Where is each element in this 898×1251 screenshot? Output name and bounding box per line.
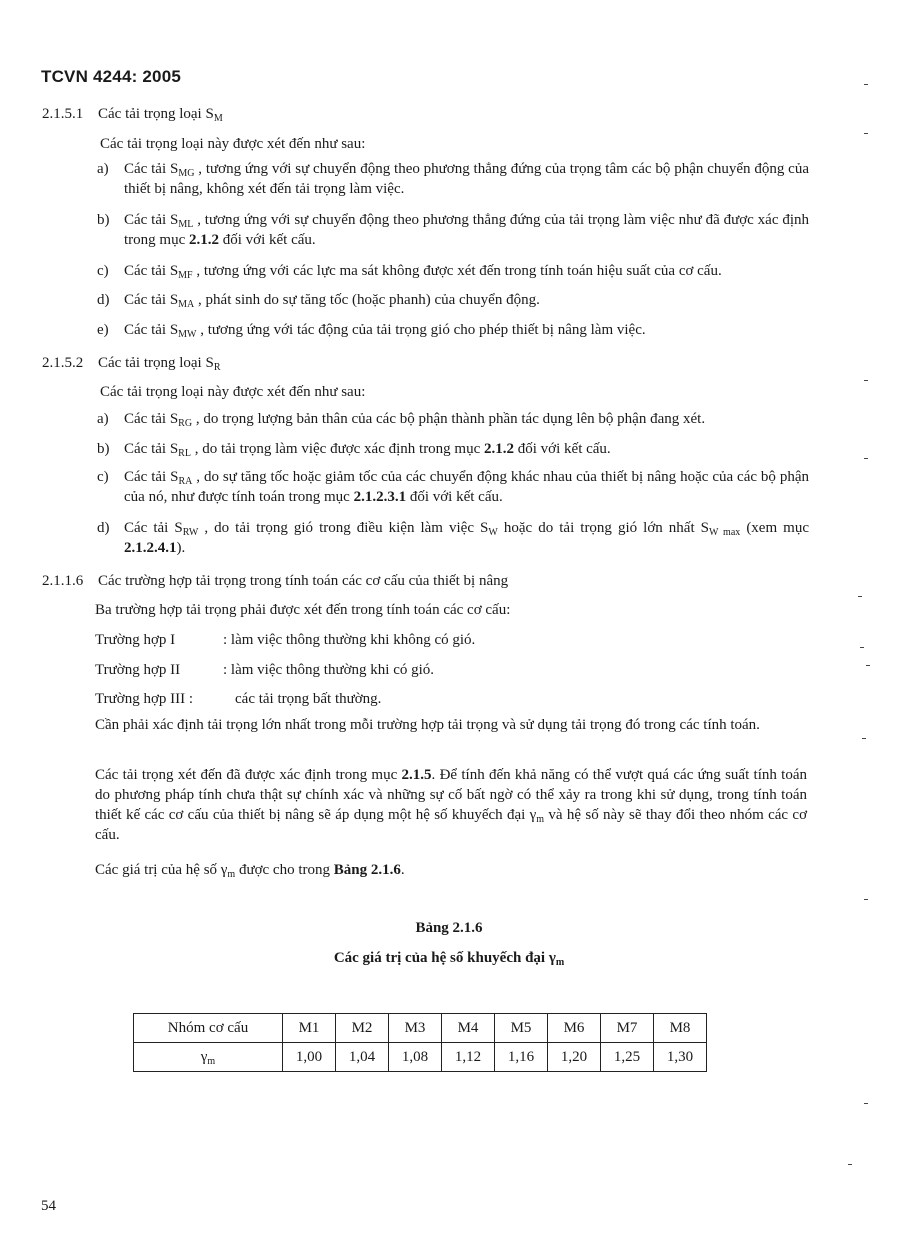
scan-mark bbox=[864, 1103, 868, 1104]
value-cell: 1,30 bbox=[654, 1043, 707, 1072]
scan-mark bbox=[864, 380, 868, 381]
group-cell: M2 bbox=[336, 1014, 389, 1043]
scan-mark bbox=[864, 133, 868, 134]
list-item-2152-c: c) Các tải $S_{RA}$ , do sự tăng tốc hoặc giảm tốc của các chuyển động khác nhau của thiết bị nâng hoặc của các bộ phận của nó, như được tính toán trong mục 2.1.2.3.1 đối với kết cấu. bbox=[97, 469, 810, 505]
list-item-2152-d: d) Các tải $S_{RW}$ , do tải trọng gió trong điều kiện làm việc $S_W$ hoặc do tải trọng gió lớn nhất $S_{W max}$ (xem mục 2.1.2.4.1). bbox=[97, 520, 809, 556]
value-cell: 1,12 bbox=[442, 1043, 495, 1072]
scan-mark bbox=[848, 1164, 852, 1165]
paragraph-table-reference: Các giá trị của hệ số $\gamma_m$ được cho trong Bảng 2.1.6. bbox=[95, 862, 405, 880]
list-item-2151-a: a) Các tải $S_{MG}$ , tương ứng với sự chuyển động theo phương thẳng đứng của trọng tâm các bộ phận chuyển động của thiết bị nâng, không xét đến tải trọng làm việc. bbox=[97, 161, 809, 197]
section-heading-2152: 2.1.5.2 Các tải trọng loại $S_R$ bbox=[42, 355, 221, 373]
list-item-2152-b: b) Các tải $S_{RL}$ , do tải trọng làm việc được xác định trong mục 2.1.2 đối với kết cấu. bbox=[97, 441, 611, 459]
row-symbol-cell: $\gamma_m$ bbox=[134, 1043, 283, 1072]
list-item-2151-c: c) Các tải $S_{MF}$ , tương ứng với các lực ma sát không được xét đến trong tính toán hiệu suất của cơ cấu. bbox=[97, 263, 722, 281]
value-cell: 1,20 bbox=[548, 1043, 601, 1072]
group-cell: M1 bbox=[283, 1014, 336, 1043]
value-cell: 1,25 bbox=[601, 1043, 654, 1072]
scan-mark bbox=[864, 84, 868, 85]
scan-mark bbox=[862, 738, 866, 739]
scan-mark bbox=[858, 596, 862, 597]
list-item-2151-e: e) Các tải $S_{MW}$ , tương ứng với tác động của tải trọng gió cho phép thiết bị nâng làm việc. bbox=[97, 322, 646, 340]
group-cell: M8 bbox=[654, 1014, 707, 1043]
table-caption: Các giá trị của hệ số khuyếch đại $\gamma_m$ bbox=[333, 950, 565, 968]
section-heading-2151: 2.1.5.1 Các tải trọng loại $S_M$ bbox=[42, 106, 223, 124]
scan-mark bbox=[864, 899, 868, 900]
section-heading-2116: 2.1.1.6 Các trường hợp tải trọng trong tính toán các cơ cấu của thiết bị nâng bbox=[42, 573, 509, 589]
scan-mark bbox=[866, 665, 870, 666]
load-case-2: Trường hợp II : làm việc thông thường khi có gió. bbox=[95, 662, 435, 678]
section-intro-2152: Các tải trọng loại này được xét đến như sau: bbox=[100, 384, 366, 400]
list-item-2151-b: b) Các tải $S_{ML}$ , tương ứng với sự chuyển động theo phương thẳng đứng của tải trọng làm việc như đã được xác định trong mục 2.1.2 đối với kết cấu. bbox=[97, 212, 809, 248]
group-cell: M5 bbox=[495, 1014, 548, 1043]
value-cell: 1,16 bbox=[495, 1043, 548, 1072]
value-cell: 1,08 bbox=[389, 1043, 442, 1072]
list-item-2152-a: a) Các tải $S_{RG}$ , do trọng lượng bản thân của các bộ phận thành phần tác dụng lên bộ phận đang xét. bbox=[97, 411, 706, 429]
load-case-3: Trường hợp III : các tải trọng bất thường. bbox=[95, 691, 382, 707]
section-intro-2151: Các tải trọng loại này được xét đến như sau: bbox=[100, 136, 366, 152]
amplification-factor-table bbox=[133, 1013, 707, 1072]
section-intro-2116: Ba trường hợp tải trọng phải được xét đến trong tính toán các cơ cấu: bbox=[95, 602, 511, 618]
paragraph-max-load: Cần phải xác định tải trọng lớn nhất trong mỗi trường hợp tải trọng và sử dụng tải trọng đó trong các tính toán. bbox=[95, 717, 760, 733]
value-cell: 1,04 bbox=[336, 1043, 389, 1072]
scan-mark bbox=[860, 647, 864, 648]
table-row bbox=[134, 1043, 707, 1072]
page-number: 54 bbox=[41, 1198, 56, 1214]
group-cell: M4 bbox=[442, 1014, 495, 1043]
paragraph-amplification-factor: Các tải trọng xét đến đã được xác định trong mục 2.1.5. Để tính đến khả năng có thể vượt quá các ứng suất tính toán do phương pháp tính chưa thật sự chính xác và những sự cố bất ngờ có thể xảy ra trong khi sử dụng, trong tính toán thiết kế các cơ cấu của thiết bị nâng sẽ áp dụng một hệ số khuyếch đại $\gamma_m$ và hệ số này sẽ thay đổi theo nhóm các cơ cấu. bbox=[95, 767, 807, 843]
scan-mark bbox=[864, 458, 868, 459]
load-case-1: Trường hợp I : làm việc thông thường khi không có gió. bbox=[95, 632, 476, 648]
list-item-2151-d: d) Các tải $S_{MA}$ , phát sinh do sự tăng tốc (hoặc phanh) của chuyển động. bbox=[97, 292, 540, 310]
table-header-row bbox=[134, 1014, 707, 1043]
group-cell: M7 bbox=[601, 1014, 654, 1043]
table-label: Bảng 2.1.6 bbox=[415, 920, 483, 936]
group-cell: M3 bbox=[389, 1014, 442, 1043]
standard-header: TCVN 4244: 2005 bbox=[41, 67, 182, 86]
group-cell: M6 bbox=[548, 1014, 601, 1043]
value-cell: 1,00 bbox=[283, 1043, 336, 1072]
table-header-cell: Nhóm cơ cấu bbox=[134, 1014, 283, 1043]
